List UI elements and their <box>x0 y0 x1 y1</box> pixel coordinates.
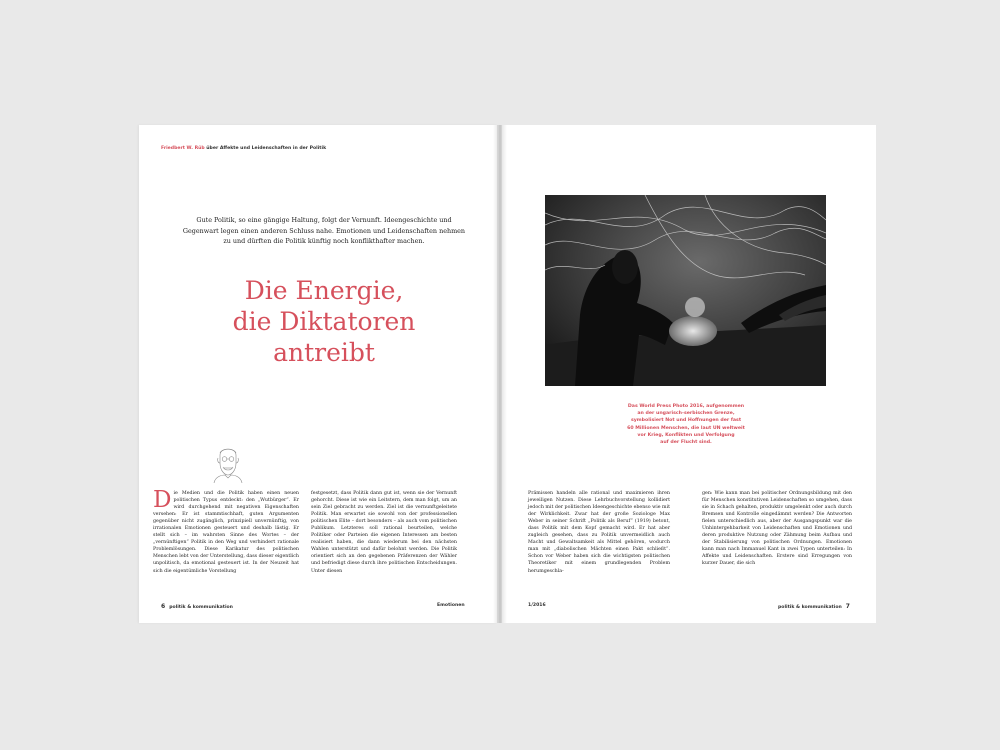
page-number-left: 6 <box>161 603 166 610</box>
magazine-name-right: politik & kommunikation <box>778 605 842 610</box>
author-portrait-icon <box>211 441 245 483</box>
body-column-1-text: ie Medien und die Politik haben einen neuen politischen Typus entdeckt: den „Wutbürger“. Er wird durchgehend mit negativen Eigenschaften versehen: Er ist stammtischhaft, guten Argumenten gegenüber nicht zugänglich, prinzipiell unvernünftig, von irrationalen Emotionen gesteuert und deshalb lästig. Er stellt sich – im wahrsten Sinne des Wortes – der „vernünftigen“ Politik in den Weg und verhindert rationale Problemlösungen. Diese Karikatur des politischen Menschen lebt von der Unterstellung, dass dieser eigentlich unpolitisch, da emotional gesteuert ist. In der Neuzeit hat sich die eigentümliche Vorstellung <box>153 491 299 574</box>
caption-line-4: 60 Millionen Menschen, die laut UN weltweit <box>627 425 745 431</box>
right-page <box>502 125 876 623</box>
section-label: Emotionen <box>437 603 465 608</box>
article-headline <box>179 275 469 368</box>
body-column-1 <box>153 487 299 575</box>
body-column-4: gen: Wie kann man bei politischer Ordnungsbildung mit den für Menschen konstitutiven Leidenschaften so umgehen, dass sie in Schach gehalten, produktiv umgelenkt oder auch durch Bremsen und Kontrolle eingedämmt werden? Die Antworten fielen unterschiedlich aus, aber der Ausgangspunkt war die Unhintergehbarkeit von Leidenschaften und Emotionen und deren produktive Nutzung oder Zähmung beim Aufbau und der Stabilisierung von politischen Ordnungen. Emotionen kann man nach Immanuel Kant in zwei Typen unterteilen: In Affekte und Leidenschaften. Erstere sind Erregungen von kurzer Dauer, die sich <box>702 491 852 567</box>
caption-line-1: Das World Press Photo 2016, aufgenommen <box>627 404 745 409</box>
caption-line-3: symbolisiert Not und Hoffnungen der fast <box>630 418 742 424</box>
body-column-3: Prämissen handeln alle rational und maximieren ihren jeweiligen Nutzen. Diese Lehrbuchvorstellung kollidiert jedoch mit der politischen Ideengeschichte ebenso wie mit der Wirklichkeit. Zwar hat der große Soziologe Max Weber in seiner Schrift „Politik als Beruf“ (1919) betont, dass Politik mit dem Kopf gemacht wird. Er hat aber zugleich gesehen, dass zu Politik unvermeidlich auch Macht und Gewaltsamkeit als Mittel gehören, wodurch man mit „diabolischen Mächten einen Pakt schließt“. Schon vor Weber haben sich die wichtigsten politischen Theoretiker mit einem grundlegenden Problem herumgeschla- <box>528 491 670 574</box>
caption-line-6: auf der Flucht sind. <box>660 440 712 446</box>
running-head <box>161 146 326 151</box>
running-head-author: Friedbert W. Rüb <box>161 146 205 151</box>
body-column-2: festgesetzt, dass Politik dann gut ist, wenn sie der Vernunft gehorcht. Diese ist wie ein Leitstern, dem man folgt, um an sein Ziel gebracht zu werden. Ziel ist die vernunftgeleitete Politik. Man erwartet sie sowohl von der professionellen politischen Elite – dort besonders – als auch vom politischen Publikum. Letzteres soll rational beurteilen, welche Politiker oder Parteien die eigenen Interessen am besten realisiert haben, die dann wiederum bei den nächsten Wahlen unterstützt und dafür belohnt werden. Die Politik orientiert sich an den gegebenen Präferenzen der Wähler und befriedigt diese durch ihre politischen Entscheidungen. Unter diesen <box>311 491 457 574</box>
photo-caption <box>566 403 806 446</box>
magazine-name-left: politik & kommunikation <box>169 605 233 610</box>
drop-cap: D <box>153 487 172 513</box>
issue-label: 1/2016 <box>528 603 546 608</box>
caption-line-5: vor Krieg, Konflikten und Verfolgung <box>637 432 735 438</box>
feature-photo <box>545 195 826 386</box>
page-number-right: 7 <box>845 603 850 610</box>
left-page <box>139 125 497 623</box>
photo-illustration <box>545 195 826 386</box>
headline-line-1: Die Energie, <box>244 276 404 305</box>
right-footer <box>778 603 850 610</box>
left-footer <box>161 603 233 610</box>
caption-line-2: an der ungarisch-serbischen Grenze, <box>637 411 735 417</box>
article-lede: Gute Politik, so eine gängige Haltung, folgt der Vernunft. Ideengeschichte und Gegenwart legen einen anderen Schluss nahe. Emotionen und Leidenschaften nehmen zu und dürften die Politik künftig noch konflikthafter machen. <box>182 216 466 245</box>
headline-line-2: die Diktatoren <box>232 307 416 336</box>
headline-line-3: antreibt <box>273 338 375 367</box>
running-head-topic: über Affekte und Leidenschaften in der Politik <box>204 146 327 151</box>
